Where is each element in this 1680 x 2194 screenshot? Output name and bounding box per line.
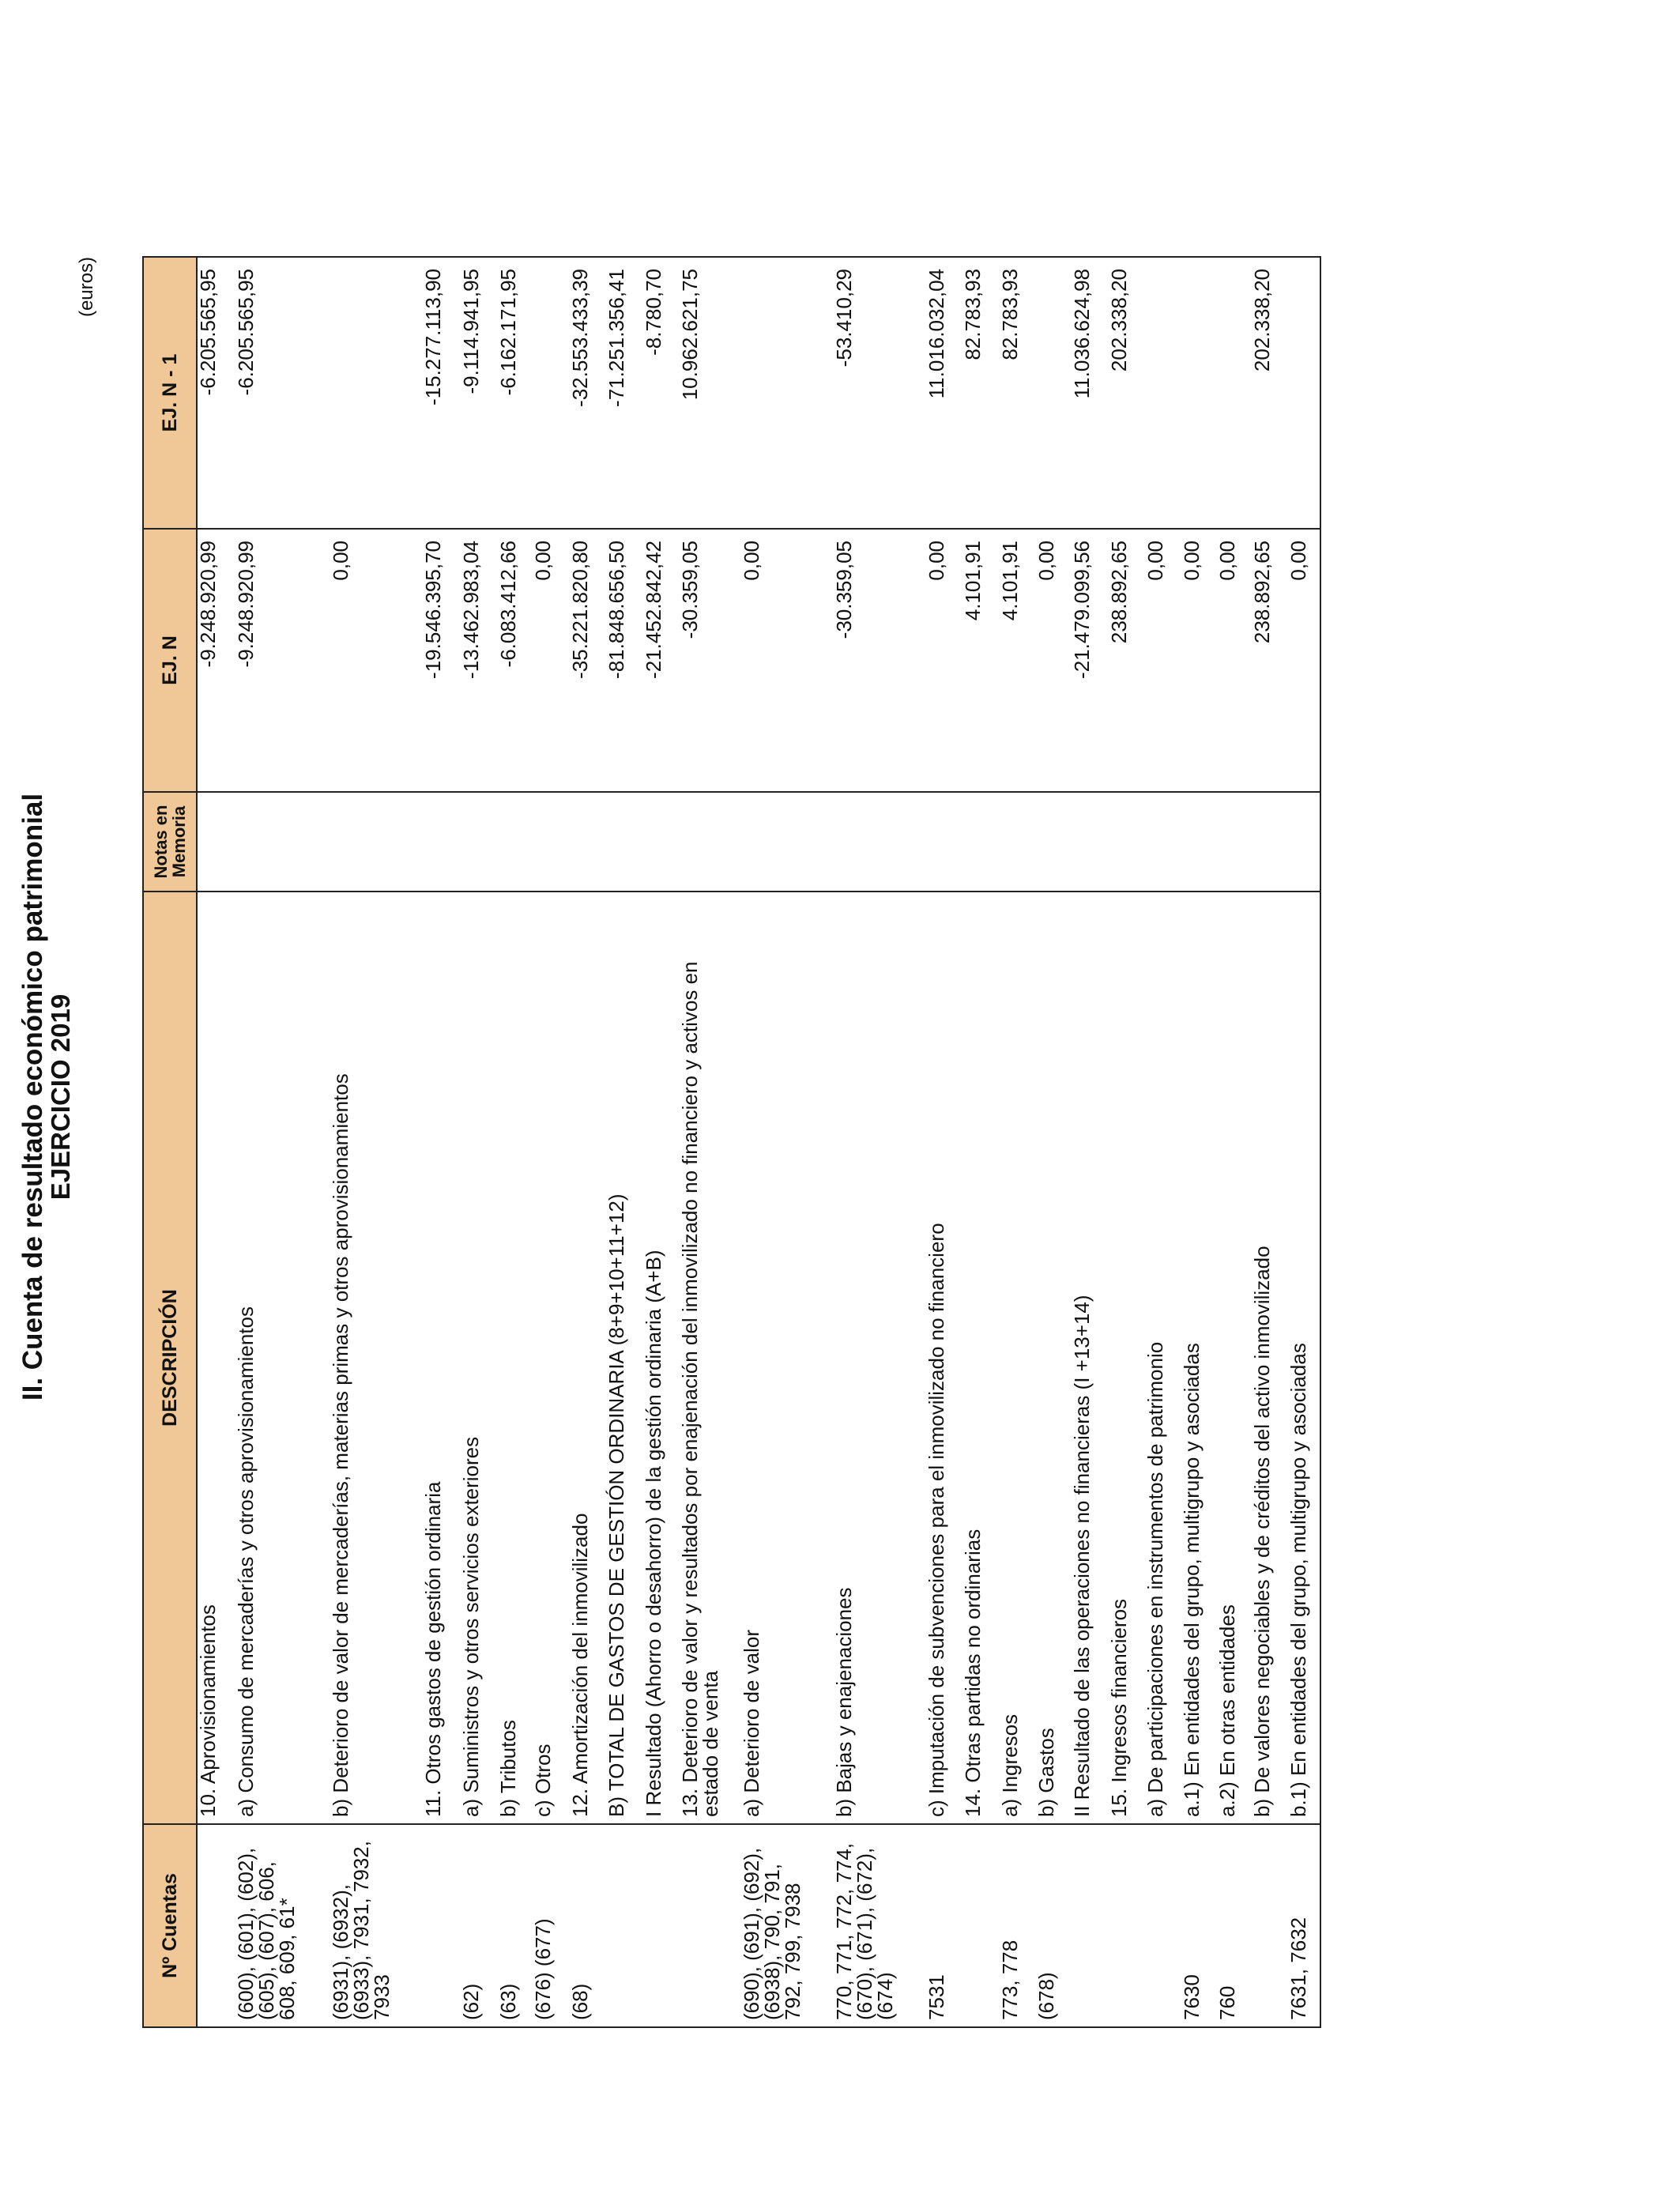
table-row <box>680 257 741 2027</box>
cell-notas <box>1145 792 1181 892</box>
cell-ej-n <box>606 529 642 792</box>
cell-notas <box>235 792 330 892</box>
cell-descripcion-text: b) Tributos <box>495 1720 520 1817</box>
cell-notas <box>1109 792 1145 892</box>
cell-descripcion-text: 14. Otras partidas no ordinarias <box>961 1529 985 1817</box>
cell-notas <box>926 792 962 892</box>
cell-notas <box>197 792 235 892</box>
cell-notas <box>834 792 926 892</box>
cell-descripcion-text: c) Otros <box>531 1744 556 1817</box>
cell-ej-n <box>1288 529 1320 792</box>
cell-descripcion-text: a.2) En otras entidades <box>1215 1604 1240 1817</box>
cell-notas <box>1181 792 1217 892</box>
cell-ej-n <box>330 529 423 792</box>
cell-ej-n-text: -35.221.820,80 <box>567 541 592 679</box>
cell-descripcion <box>962 892 999 1824</box>
cell-cuentas <box>1036 1824 1072 2027</box>
cell-descripcion-text: I Resultado (Ahorro o desahorro) de la gestión ordinaria (A+B) <box>641 1250 665 1817</box>
cell-descripcion-text: b) Gastos <box>1034 1728 1059 1817</box>
table-row <box>423 257 461 2027</box>
cell-ej-n <box>997 529 1036 792</box>
table-header-row <box>143 257 197 2027</box>
table-row <box>926 257 962 2027</box>
cell-cuentas <box>1217 1824 1251 2027</box>
cell-ej-n1-text: 202.338,20 <box>1106 269 1131 372</box>
cell-descripcion-text: c) Imputación de subvenciones para el inmovilizado no financiero <box>924 1223 948 1817</box>
cell-ej-n-text: 238.892,65 <box>1106 541 1131 644</box>
cell-ej-n-text: -9.248.920,99 <box>234 541 258 668</box>
cell-notas <box>498 792 533 892</box>
cell-descripcion <box>1106 892 1145 1824</box>
cell-descripcion <box>1288 892 1320 1824</box>
cell-ej-n1 <box>997 257 1036 529</box>
cell-descripcion <box>1072 892 1108 1824</box>
cell-cuentas-text: 760 <box>1215 1985 1240 2020</box>
cell-ej-n <box>567 529 606 792</box>
cell-cuentas-text: (62) <box>459 1983 484 2020</box>
cell-cuentas <box>741 1824 834 2027</box>
header-cuentas: Nº Cuentas <box>143 1824 197 2027</box>
results-table <box>142 256 1321 2028</box>
cell-ej-n <box>926 529 962 792</box>
cell-ej-n1-text: 82.783,93 <box>997 269 1022 360</box>
cell-ej-n1-text: -6.205.565,95 <box>196 269 220 396</box>
table-row <box>1252 257 1288 2027</box>
cell-notas <box>1252 792 1288 892</box>
cell-descripcion <box>606 892 642 1824</box>
cell-notas <box>1000 792 1036 892</box>
cell-notas <box>1072 792 1108 892</box>
cell-cuentas-text: (63) <box>495 1983 520 2020</box>
cell-descripcion <box>197 892 235 1824</box>
units-label: (euros) <box>76 257 97 318</box>
cell-cuentas <box>643 1824 680 2027</box>
cell-ej-n1 <box>1072 257 1108 529</box>
cell-ej-n1 <box>1288 257 1320 529</box>
table-row <box>533 257 569 2027</box>
cell-descripcion-text: b) De valores negociables y de créditos del activo inmovilizado <box>1249 1246 1274 1817</box>
cell-ej-n <box>1072 529 1108 792</box>
cell-ej-n <box>834 529 926 792</box>
cell-cuentas <box>1252 1824 1288 2027</box>
cell-descripcion-text: a) Ingresos <box>997 1713 1022 1817</box>
cell-cuentas-text: 7631, 7632 <box>1286 1917 1311 2020</box>
cell-ej-n1 <box>235 257 330 529</box>
cell-ej-n1 <box>741 257 834 529</box>
cell-ej-n-text: 0,00 <box>531 541 556 581</box>
cell-cuentas <box>235 1824 330 2027</box>
cell-descripcion-text: a) Consumo de mercaderías y otros aprovisionamientos <box>234 1306 258 1817</box>
cell-ej-n-text: -30.359,05 <box>678 541 703 639</box>
table-row <box>606 257 642 2027</box>
cell-ej-n-text: -6.083.412,66 <box>495 541 520 668</box>
cell-cuentas <box>926 1824 962 2027</box>
cell-ej-n <box>741 529 834 792</box>
cell-ej-n-text: -30.359,05 <box>832 541 857 639</box>
cell-ej-n-text: 0,00 <box>1180 541 1204 581</box>
cell-descripcion-text: b.1) En entidades del grupo, multigrupo y asociadas <box>1286 1343 1311 1817</box>
cell-ej-n-text: -9.248.920,99 <box>196 541 220 668</box>
cell-ej-n-text: -21.452.842,42 <box>641 541 665 679</box>
cell-ej-n1-text: -8.780,70 <box>641 269 665 356</box>
table-row <box>741 257 834 2027</box>
cell-ej-n <box>1106 529 1145 792</box>
cell-ej-n1 <box>606 257 642 529</box>
cell-ej-n <box>1217 529 1251 792</box>
cell-ej-n <box>1145 529 1181 792</box>
table-row <box>1288 257 1320 2027</box>
cell-ej-n1 <box>926 257 962 529</box>
cell-ej-n-text: -19.546.395,70 <box>421 541 446 679</box>
table-body <box>197 257 1320 2027</box>
cell-ej-n1 <box>962 257 999 529</box>
cell-descripcion-text: 13. Deterioro de valor y resultados por enajenación del inmovilizado no financiero y activos en estado de venta <box>678 961 723 1817</box>
table-row <box>1072 257 1108 2027</box>
cell-ej-n-text: -21.479.099,56 <box>1070 541 1094 679</box>
cell-ej-n1 <box>1106 257 1145 529</box>
cell-descripcion <box>834 892 926 1824</box>
table-row <box>570 257 606 2027</box>
cell-cuentas <box>197 1824 235 2027</box>
cell-descripcion <box>235 892 330 1824</box>
cell-ej-n <box>1036 529 1072 792</box>
cell-cuentas-text: (68) <box>567 1983 592 2020</box>
cell-ej-n <box>680 529 741 792</box>
cell-descripcion <box>643 892 680 1824</box>
cell-cuentas <box>997 1824 1036 2027</box>
cell-ej-n <box>643 529 680 792</box>
cell-cuentas-text: (6931), (6932), (6933), 7931, 7932, 7933 <box>329 1841 394 2020</box>
cell-descripcion-text: a) Suministros y otros servicios exteriores <box>459 1436 484 1817</box>
cell-cuentas-text: 7531 <box>924 1974 948 2020</box>
cell-ej-n1-text: -32.553.433,39 <box>567 269 592 407</box>
header-ej-n1: EJ. N - 1 <box>143 257 197 529</box>
cell-cuentas <box>1109 1824 1145 2027</box>
cell-cuentas <box>1288 1824 1320 2027</box>
cell-ej-n1 <box>1145 257 1181 529</box>
report-subtitle: EJERCICIO 2019 <box>46 993 75 1201</box>
cell-cuentas <box>567 1824 606 2027</box>
cell-descripcion <box>461 892 497 1824</box>
cell-ej-n1 <box>533 257 569 529</box>
cell-notas <box>643 792 680 892</box>
cell-descripcion-text: a) Deterioro de valor <box>740 1630 764 1817</box>
cell-ej-n1 <box>461 257 497 529</box>
cell-cuentas-text: (676) (677) <box>531 1918 556 2020</box>
table-row <box>1036 257 1072 2027</box>
cell-ej-n-text: 0,00 <box>740 541 764 581</box>
cell-ej-n-text: 0,00 <box>1034 541 1059 581</box>
cell-cuentas <box>461 1824 497 2027</box>
cell-descripcion-text: 10. Aprovisionamientos <box>196 1604 220 1817</box>
table-row <box>1000 257 1036 2027</box>
cell-ej-n1-text: 10.962.621,75 <box>678 269 703 401</box>
cell-notas <box>461 792 497 892</box>
cell-descripcion-text: a) De participaciones en instrumentos de patrimonio <box>1143 1341 1168 1817</box>
cell-ej-n1 <box>197 257 235 529</box>
cell-descripcion <box>423 892 461 1824</box>
cell-cuentas-text: 7630 <box>1180 1974 1204 2020</box>
cell-ej-n1 <box>567 257 606 529</box>
cell-descripcion <box>567 892 606 1824</box>
cell-ej-n-text: 0,00 <box>1286 541 1311 581</box>
cell-descripcion <box>1036 892 1072 1824</box>
cell-ej-n1-text: 202.338,20 <box>1249 269 1274 372</box>
cell-descripcion <box>1249 892 1288 1824</box>
cell-ej-n1 <box>330 257 423 529</box>
table-row <box>1109 257 1145 2027</box>
table-row <box>834 257 926 2027</box>
table-row <box>461 257 497 2027</box>
header-descripcion: DESCRIPCIÓN <box>143 892 197 1824</box>
cell-cuentas <box>533 1824 569 2027</box>
cell-cuentas <box>423 1824 461 2027</box>
cell-cuentas <box>330 1824 423 2027</box>
cell-cuentas-text: 770, 771, 772, 774, (670), (671), (672), (674) <box>832 1842 898 2020</box>
cell-notas <box>533 792 569 892</box>
cell-ej-n1 <box>495 257 533 529</box>
cell-ej-n-text: -81.848.656,50 <box>605 541 629 679</box>
table-row <box>197 257 235 2027</box>
cell-cuentas <box>606 1824 642 2027</box>
cell-cuentas-text: (678) <box>1034 1972 1059 2020</box>
cell-ej-n1 <box>834 257 926 529</box>
cell-ej-n1-text: -9.114.941,95 <box>459 269 484 394</box>
cell-notas <box>680 792 741 892</box>
cell-ej-n <box>235 529 330 792</box>
cell-cuentas <box>1072 1824 1108 2027</box>
cell-ej-n-text: 4.101,91 <box>997 541 1022 621</box>
table-row <box>498 257 533 2027</box>
cell-descripcion <box>680 892 741 1824</box>
cell-ej-n1 <box>1181 257 1217 529</box>
cell-notas <box>606 792 642 892</box>
cell-cuentas <box>834 1824 926 2027</box>
cell-notas <box>962 792 999 892</box>
cell-ej-n1 <box>423 257 461 529</box>
cell-ej-n <box>1249 529 1288 792</box>
cell-cuentas-text: 773, 778 <box>997 1940 1022 2020</box>
cell-descripcion-text: b) Deterioro de valor de mercaderías, materias primas y otros aprovisionamientos <box>329 1073 353 1817</box>
cell-ej-n1-text: 82.783,93 <box>961 269 985 360</box>
cell-notas <box>423 792 461 892</box>
cell-cuentas <box>495 1824 533 2027</box>
cell-notas <box>570 792 606 892</box>
table-row <box>962 257 999 2027</box>
cell-ej-n-text: 0,00 <box>329 541 353 581</box>
cell-cuentas <box>680 1824 741 2027</box>
cell-descripcion-text: a.1) En entidades del grupo, multigrupo y asociadas <box>1180 1343 1204 1817</box>
cell-descripcion <box>926 892 962 1824</box>
cell-ej-n1-text: -15.277.113,90 <box>421 269 446 405</box>
cell-ej-n <box>1181 529 1217 792</box>
table-row <box>235 257 330 2027</box>
cell-notas <box>1217 792 1251 892</box>
cell-ej-n1-text: -6.162.171,95 <box>495 269 520 396</box>
cell-ej-n <box>495 529 533 792</box>
cell-descripcion <box>1181 892 1217 1824</box>
table-row <box>1145 257 1181 2027</box>
cell-ej-n <box>461 529 497 792</box>
cell-notas <box>1036 792 1072 892</box>
cell-cuentas-text: (690), (691), (692), (6938), 790, 791, 792, 799, 7938 <box>740 1847 805 2020</box>
cell-descripcion-text: 11. Otros gastos de gestión ordinaria <box>421 1481 446 1817</box>
report-title: II. Cuenta de resultado económico patrimonial <box>17 793 48 1401</box>
cell-ej-n1 <box>643 257 680 529</box>
cell-ej-n-text: 0,00 <box>1215 541 1240 581</box>
cell-ej-n-text: 4.101,91 <box>961 541 985 621</box>
cell-cuentas-text: (600), (601), (602), (605), (607), 606, 608, 609, 61* <box>234 1847 299 2020</box>
cell-cuentas <box>1145 1824 1181 2027</box>
cell-ej-n1 <box>680 257 741 529</box>
cell-notas <box>741 792 834 892</box>
cell-ej-n-text: -13.462.983,04 <box>459 541 484 679</box>
cell-notas <box>330 792 423 892</box>
header-ej-n: EJ. N <box>143 529 197 792</box>
cell-ej-n <box>423 529 461 792</box>
cell-ej-n1-text: 11.036.624,98 <box>1070 269 1094 399</box>
cell-ej-n1 <box>1249 257 1288 529</box>
cell-descripcion-text: B) TOTAL DE GASTOS DE GESTIÓN ORDINARIA (8+9+10+11+12) <box>605 1193 629 1817</box>
cell-ej-n-text: 0,00 <box>924 541 948 581</box>
cell-ej-n1-text: -6.205.565,95 <box>234 269 258 396</box>
table-row <box>1181 257 1217 2027</box>
cell-descripcion-text: II Resultado de las operaciones no financieras (I +13+14) <box>1070 1295 1094 1817</box>
table-row <box>330 257 423 2027</box>
cell-ej-n1-text: 11.016.032,04 <box>924 269 948 399</box>
cell-descripcion <box>741 892 834 1824</box>
cell-descripcion-text: 15. Ingresos financieros <box>1106 1598 1131 1817</box>
cell-notas <box>1288 792 1320 892</box>
cell-cuentas <box>1181 1824 1217 2027</box>
cell-ej-n1 <box>1217 257 1251 529</box>
cell-ej-n <box>962 529 999 792</box>
cell-descripcion <box>1145 892 1181 1824</box>
cell-cuentas <box>962 1824 999 2027</box>
cell-descripcion <box>1217 892 1251 1824</box>
table-row <box>1217 257 1251 2027</box>
header-notas: Notas en Memoria <box>143 792 197 892</box>
cell-ej-n1-text: -53.410,29 <box>832 269 857 368</box>
cell-ej-n1-text: -71.251.356,41 <box>605 269 629 407</box>
cell-ej-n <box>533 529 569 792</box>
cell-descripcion <box>997 892 1036 1824</box>
cell-ej-n-text: 238.892,65 <box>1249 541 1274 644</box>
cell-ej-n-text: 0,00 <box>1143 541 1168 581</box>
cell-ej-n <box>197 529 235 792</box>
cell-descripcion-text: b) Bajas y enajenaciones <box>832 1587 857 1817</box>
cell-descripcion <box>533 892 569 1824</box>
cell-descripcion-text: 12. Amortización del inmovilizado <box>567 1513 592 1817</box>
table-row <box>643 257 680 2027</box>
cell-descripcion <box>495 892 533 1824</box>
cell-descripcion <box>330 892 423 1824</box>
cell-ej-n1 <box>1036 257 1072 529</box>
